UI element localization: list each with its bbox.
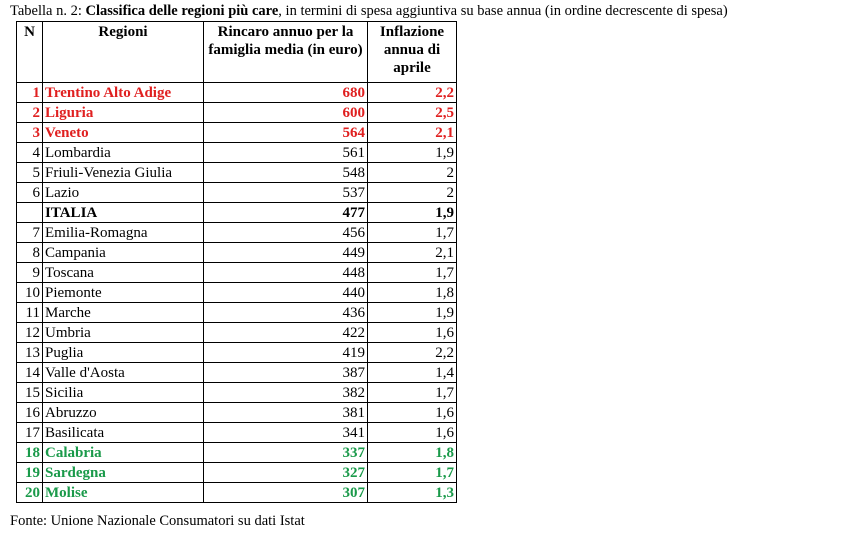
table-row [17, 483, 457, 503]
cell-region: Emilia-Romagna [43, 223, 204, 243]
cell-increase: 381 [204, 403, 368, 423]
cell-inflation: 1,9 [368, 143, 457, 163]
cell-increase: 382 [204, 383, 368, 403]
cell-inflation: 2,1 [368, 123, 457, 143]
header-region: Regioni [43, 22, 204, 83]
cell-inflation: 1,9 [368, 203, 457, 223]
source-note: Fonte: Unione Nazionale Consumatori su dati Istat [10, 513, 305, 529]
cell-increase: 537 [204, 183, 368, 203]
table-row [17, 343, 457, 363]
cell-rank: 18 [17, 443, 43, 463]
cell-rank: 14 [17, 363, 43, 383]
table-row [17, 203, 457, 223]
cell-rank: 6 [17, 183, 43, 203]
cell-region: Valle d'Aosta [43, 363, 204, 383]
cell-rank: 15 [17, 383, 43, 403]
cell-inflation: 1,8 [368, 283, 457, 303]
header-row [17, 22, 457, 83]
table-row [17, 143, 457, 163]
header-increase: Rincaro annuo per la famiglia media (in euro) [204, 22, 368, 83]
cell-rank: 20 [17, 483, 43, 503]
table-row [17, 443, 457, 463]
table-body [17, 83, 457, 503]
cell-rank: 11 [17, 303, 43, 323]
cell-rank: 4 [17, 143, 43, 163]
ranking-table [16, 21, 457, 503]
cell-rank: 19 [17, 463, 43, 483]
cell-inflation: 1,7 [368, 223, 457, 243]
table-row [17, 243, 457, 263]
cell-increase: 564 [204, 123, 368, 143]
table-row [17, 103, 457, 123]
cell-inflation: 2,2 [368, 343, 457, 363]
cell-increase: 680 [204, 83, 368, 103]
table-row [17, 383, 457, 403]
table-row [17, 423, 457, 443]
cell-inflation: 2 [368, 163, 457, 183]
cell-increase: 548 [204, 163, 368, 183]
cell-rank: 3 [17, 123, 43, 143]
cell-region: Sardegna [43, 463, 204, 483]
cell-inflation: 1,9 [368, 303, 457, 323]
cell-region: Puglia [43, 343, 204, 363]
cell-inflation: 1,3 [368, 483, 457, 503]
table-row [17, 163, 457, 183]
cell-increase: 436 [204, 303, 368, 323]
cell-region: Abruzzo [43, 403, 204, 423]
cell-increase: 448 [204, 263, 368, 283]
table-row [17, 263, 457, 283]
cell-region: Veneto [43, 123, 204, 143]
cell-increase: 387 [204, 363, 368, 383]
cell-rank: 10 [17, 283, 43, 303]
cell-rank [17, 203, 43, 223]
table-row [17, 323, 457, 343]
cell-region: Marche [43, 303, 204, 323]
cell-rank: 8 [17, 243, 43, 263]
cell-inflation: 1,6 [368, 423, 457, 443]
cell-inflation: 1,4 [368, 363, 457, 383]
cell-rank: 5 [17, 163, 43, 183]
cell-increase: 561 [204, 143, 368, 163]
cell-increase: 440 [204, 283, 368, 303]
cell-increase: 327 [204, 463, 368, 483]
table-row [17, 123, 457, 143]
cell-rank: 1 [17, 83, 43, 103]
caption-suffix: , in termini di spesa aggiuntiva su base annua (in ordine decrescente di spesa) [278, 3, 728, 19]
cell-inflation: 2 [368, 183, 457, 203]
cell-inflation: 2,1 [368, 243, 457, 263]
cell-increase: 477 [204, 203, 368, 223]
caption-prefix: Tabella n. 2: [10, 3, 86, 19]
table-row [17, 283, 457, 303]
cell-region: Calabria [43, 443, 204, 463]
cell-increase: 337 [204, 443, 368, 463]
table-row [17, 223, 457, 243]
cell-increase: 422 [204, 323, 368, 343]
cell-inflation: 1,6 [368, 403, 457, 423]
cell-region: Lazio [43, 183, 204, 203]
cell-increase: 600 [204, 103, 368, 123]
cell-region: ITALIA [43, 203, 204, 223]
cell-region: Sicilia [43, 383, 204, 403]
cell-rank: 12 [17, 323, 43, 343]
cell-rank: 7 [17, 223, 43, 243]
cell-region: Trentino Alto Adige [43, 83, 204, 103]
cell-rank: 2 [17, 103, 43, 123]
table-row [17, 463, 457, 483]
cell-rank: 17 [17, 423, 43, 443]
cell-increase: 449 [204, 243, 368, 263]
cell-region: Basilicata [43, 423, 204, 443]
cell-region: Toscana [43, 263, 204, 283]
cell-rank: 16 [17, 403, 43, 423]
cell-inflation: 1,6 [368, 323, 457, 343]
cell-inflation: 1,7 [368, 263, 457, 283]
cell-rank: 9 [17, 263, 43, 283]
header-inflation: Inflazione annua di aprile [368, 22, 457, 83]
cell-inflation: 1,7 [368, 463, 457, 483]
cell-region: Lombardia [43, 143, 204, 163]
table-row [17, 403, 457, 423]
cell-region: Umbria [43, 323, 204, 343]
table-row [17, 363, 457, 383]
cell-region: Liguria [43, 103, 204, 123]
table-row [17, 303, 457, 323]
cell-inflation: 2,2 [368, 83, 457, 103]
table-row [17, 183, 457, 203]
cell-region: Friuli-Venezia Giulia [43, 163, 204, 183]
cell-inflation: 1,7 [368, 383, 457, 403]
cell-increase: 341 [204, 423, 368, 443]
table-row [17, 83, 457, 103]
caption-title: Classifica delle regioni più care [85, 3, 279, 19]
cell-inflation: 1,8 [368, 443, 457, 463]
cell-rank: 13 [17, 343, 43, 363]
cell-inflation: 2,5 [368, 103, 457, 123]
cell-increase: 419 [204, 343, 368, 363]
cell-increase: 307 [204, 483, 368, 503]
header-n: N [17, 22, 43, 83]
table-caption [10, 2, 728, 20]
cell-increase: 456 [204, 223, 368, 243]
cell-region: Molise [43, 483, 204, 503]
cell-region: Piemonte [43, 283, 204, 303]
cell-region: Campania [43, 243, 204, 263]
